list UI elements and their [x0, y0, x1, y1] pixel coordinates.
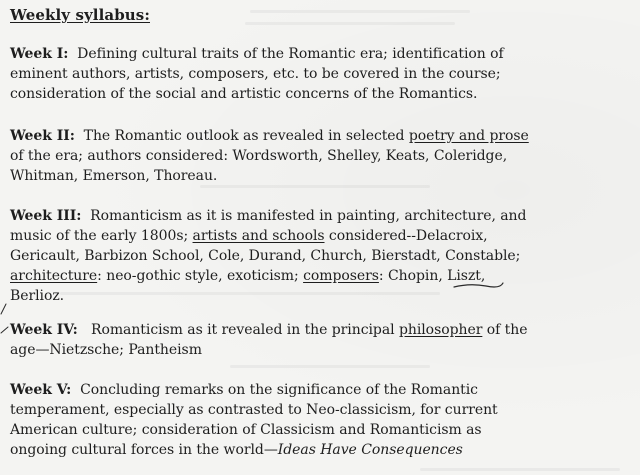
bleed-through-mark [230, 365, 430, 368]
week-3-text: Romanticism as it is manifested in painting, architecture, and [90, 208, 527, 224]
week-1-label: Week I [10, 46, 64, 62]
week-1-line-2: eminent authors, artists, composers, etc. to be covered in the course; [10, 66, 501, 82]
week-3-line-5: Berlioz. [10, 288, 65, 304]
underlined-artists-and-schools: artists and schools [192, 228, 325, 244]
week-3-line-2: music of the early 1800s; artists and schools considered--Delacroix, [10, 228, 488, 244]
week-2-line-3: Whitman, Emerson, Thoreau. [10, 168, 218, 184]
underlined-poetry-and-prose: poetry and prose [408, 128, 529, 144]
week-1-line-1: Week I: Defining cultural traits of the Romantic era; identification of [10, 46, 504, 62]
week-2-label: Week II [10, 128, 70, 144]
bleed-through-mark [250, 10, 470, 13]
week-5-text: Concluding remarks on the significance of the Romantic [80, 382, 478, 398]
week-1-line-3: consideration of the social and artistic concerns of the Romantics. [10, 86, 478, 102]
week-1-text: Defining cultural traits of the Romantic era; identification of [77, 46, 504, 62]
week-4-label: Week IV [10, 322, 73, 338]
week-5-line-4: ongoing cultural forces in the world—Ideas Have Consequences [10, 442, 463, 458]
week-2-line-2: of the era; authors considered: Wordsworth, Shelley, Keats, Coleridge, [10, 148, 508, 164]
week-2-entry [10, 126, 640, 186]
underlined-composers: composers [303, 268, 379, 284]
underlined-architecture: architecture [10, 268, 98, 284]
chopin-pencil-underlined: Chopin [388, 268, 439, 284]
week-4-entry [10, 320, 640, 360]
underlined-philosopher: philosopher [398, 322, 483, 338]
week-4-text: Romanticism as it revealed in the principal [90, 322, 399, 338]
week-3-line-4: architecture: neo-gothic style, exoticism; composers: Chopin, Liszt, [10, 268, 486, 284]
week-4-line-2: age—Nietzsche; Pantheism [10, 342, 202, 358]
page-title: Weekly syllabus: [10, 6, 150, 24]
week-5-line-3: American culture; consideration of Classicism and Romanticism as [10, 422, 482, 438]
pencil-margin-arrow [1, 327, 8, 333]
week-3-entry [10, 206, 640, 306]
bleed-through-mark [420, 468, 620, 471]
bleed-through-mark [245, 22, 455, 25]
ideas-have-consequences-title: Ideas Have Consequences [277, 442, 463, 458]
pencil-margin-tick [1, 304, 6, 314]
week-3-line-3: Gericault, Barbizon School, Cole, Durand, Church, Bierstadt, Constable; [10, 248, 521, 264]
week-5-label: Week V [10, 382, 67, 398]
week-2-line-1: Week II: The Romantic outlook as revealed in selected poetry and prose [10, 128, 529, 144]
week-5-entry [10, 380, 640, 460]
week-1-entry [10, 44, 640, 104]
week-5-line-2: temperament, especially as contrasted to Neo-classicism, for current [10, 402, 498, 418]
week-3-label: Week III [10, 208, 77, 224]
week-4-line-1: Week IV: Romanticism as it revealed in the principal philosopher of the [10, 322, 528, 338]
week-3-line-1: Week III: Romanticism as it is manifested in painting, architecture, and [10, 208, 527, 224]
week-2-text: The Romantic outlook as revealed in selected [83, 128, 409, 144]
week-5-line-1: Week V: Concluding remarks on the significance of the Romantic [10, 382, 478, 398]
